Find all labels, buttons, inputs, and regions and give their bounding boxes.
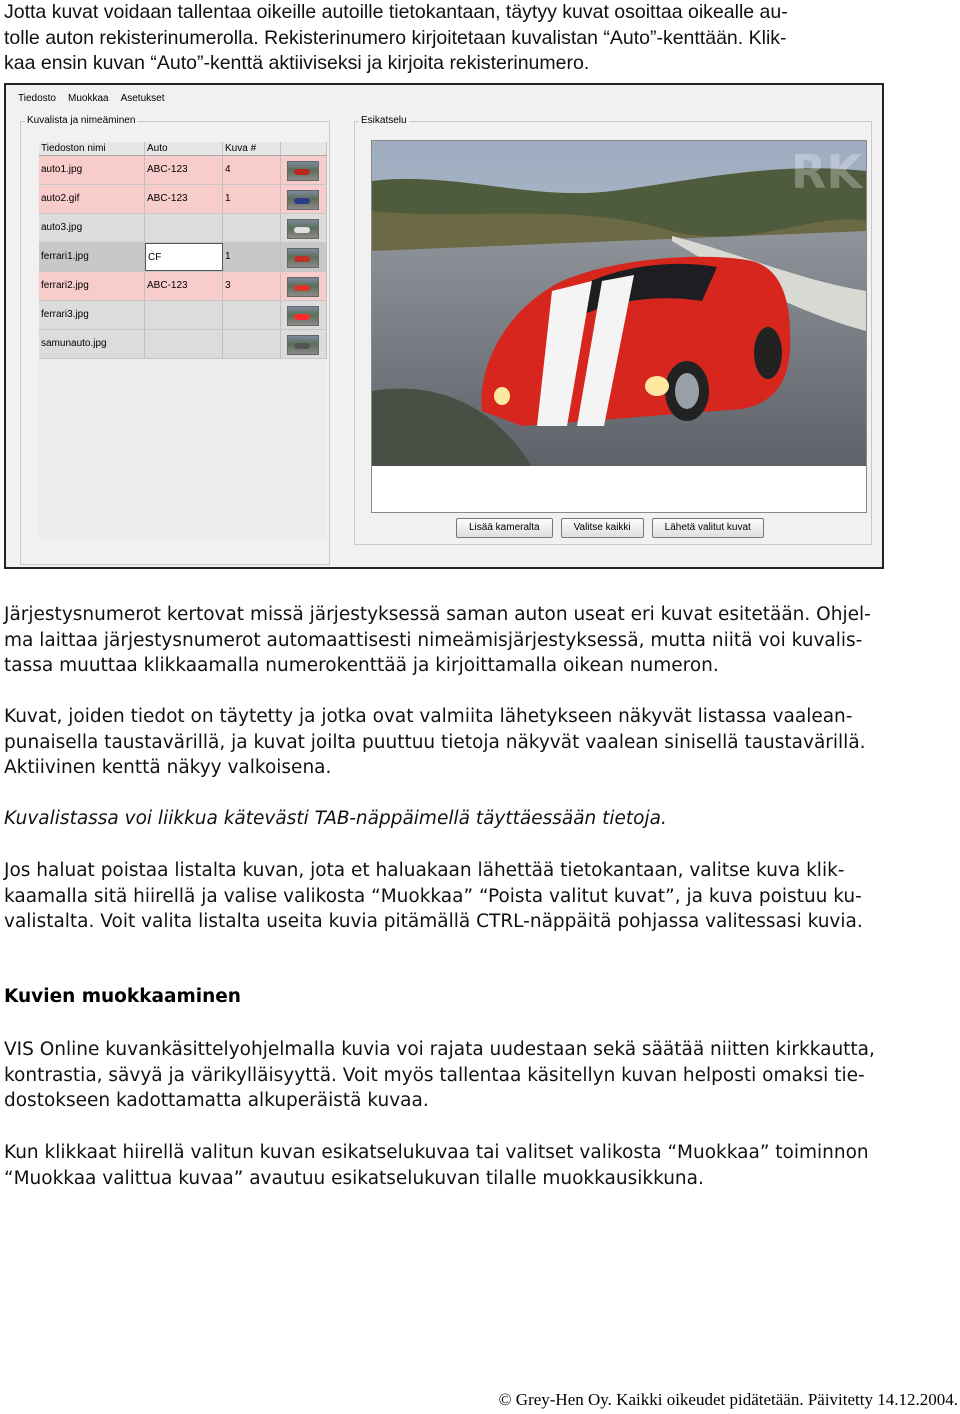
menu-asetukset[interactable]: Asetukset xyxy=(120,93,165,104)
cell-auto[interactable] xyxy=(145,301,223,329)
image-list-grid xyxy=(39,142,327,539)
preview-caption-area xyxy=(371,466,867,513)
table-row[interactable] xyxy=(39,243,327,272)
table-row[interactable] xyxy=(39,214,327,243)
table-row[interactable] xyxy=(39,301,327,330)
cell-auto[interactable]: ABC-123 xyxy=(145,156,223,184)
text-line: valistalta. Voit valita listalta useita kuvia pitämällä CTRL-näppäitä pohjassa valitessasi kuvia. xyxy=(4,911,863,933)
cell-filename[interactable]: ferrari3.jpg xyxy=(39,301,145,329)
cell-filename[interactable]: ferrari2.jpg xyxy=(39,272,145,300)
preview-image[interactable] xyxy=(371,140,867,468)
thumbnail-image[interactable] xyxy=(281,301,327,329)
watermark-logo: RK xyxy=(790,145,862,199)
text-line: Aktiivinen kenttä näkyy valkoisena. xyxy=(4,757,332,779)
text-line: kontrastia, sävyä ja värikylläisyyttä. Voit myös tallentaa käsitellyn kuvan helposti omaksi tie- xyxy=(4,1064,865,1086)
cell-auto-active-input[interactable]: CF xyxy=(145,243,223,271)
group-title: Kuvalista ja nimeäminen xyxy=(27,115,136,126)
app-screenshot xyxy=(4,83,884,569)
table-row[interactable] xyxy=(39,272,327,301)
cell-filename[interactable]: samunauto.jpg xyxy=(39,330,145,358)
menu-bar xyxy=(18,93,164,104)
text-line: Kuvat, joiden tiedot on täytetty ja jotka ovat valmiita lähetykseen näkyvät listassa vaalean- xyxy=(4,706,853,727)
paragraph-remove xyxy=(4,858,960,935)
text-line: Jos haluat poistaa listalta kuvan, jota et haluakaan lähettää tietokantaan, valitse kuva klik- xyxy=(4,860,845,881)
text-line: Kun klikkaat hiirellä valitun kuvan esikatselukuvaa tai valitset valikosta “Muokkaa” toiminnon xyxy=(4,1142,869,1163)
thumbnail-image[interactable] xyxy=(281,330,327,358)
text-line: punaisella taustavärillä, ja kuvat joilta puuttuu tietoja näkyvät vaalean sinisellä taustavärillä. xyxy=(4,731,866,753)
cell-number[interactable]: 3 xyxy=(223,272,281,300)
group-title: Esikatselu xyxy=(361,115,407,126)
paragraph-editing xyxy=(4,1037,960,1114)
cell-auto[interactable] xyxy=(145,330,223,358)
text-line: VIS Online kuvankäsittelyohjelmalla kuvia voi rajata uudestaan sekä säätää niitten kirkkautta, xyxy=(4,1039,875,1060)
text-line: “Muokkaa valittua kuvaa” avautuu esikatselukuvan tilalle muokkausikkuna. xyxy=(4,1167,704,1189)
text-line: tassa muuttaa klikkaamalla numerokenttää ja kirjoittamalla oikean numeron. xyxy=(4,655,719,677)
column-header-number[interactable]: Kuva # xyxy=(223,142,281,155)
text-line: Jotta kuvat voidaan tallentaa oikeille autoille tietokantaan, täytyy kuvat osoittaa oikealle au- xyxy=(4,1,788,23)
text-line: dostokseen kadottamatta alkuperäistä kuvaa. xyxy=(4,1090,429,1112)
column-header-thumb xyxy=(281,142,327,155)
thumbnail-image[interactable] xyxy=(281,185,327,213)
cell-number[interactable] xyxy=(223,214,281,242)
paragraph-tab-tip xyxy=(4,806,960,832)
intro-paragraph xyxy=(4,0,954,77)
list-empty-area xyxy=(39,359,327,539)
grid-header xyxy=(39,142,327,156)
cell-filename[interactable]: auto2.gif xyxy=(39,185,145,213)
text-line: Kuvalistassa voi liikkua kätevästi TAB-näppäimellä täyttäessään tietoja. xyxy=(4,808,667,829)
paragraph-ordering xyxy=(4,602,960,679)
cell-number[interactable] xyxy=(223,301,281,329)
cell-filename[interactable]: ferrari1.jpg xyxy=(39,243,145,271)
send-selected-button[interactable]: Lähetä valitut kuvat xyxy=(652,518,764,538)
text-line: Järjestysnumerot kertovat missä järjestyksessä saman auton useat eri kuvat esitetään. Ohjel- xyxy=(4,604,871,625)
text-line: kaamalla sitä hiirellä ja valise valikosta “Muokkaa” “Poista valitut kuvat”, ja kuva poistuu ku- xyxy=(4,885,862,907)
thumbnail-image[interactable] xyxy=(281,156,327,184)
thumbnail-image[interactable] xyxy=(281,214,327,242)
cell-number[interactable]: 1 xyxy=(223,185,281,213)
table-row[interactable] xyxy=(39,156,327,185)
table-row[interactable] xyxy=(39,330,327,359)
cell-filename[interactable]: auto3.jpg xyxy=(39,214,145,242)
image-list-group xyxy=(20,115,330,565)
menu-muokkaa[interactable]: Muokkaa xyxy=(67,93,109,104)
section-heading: Kuvien muokkaaminen xyxy=(4,986,241,1007)
cell-number[interactable] xyxy=(223,330,281,358)
menu-tiedosto[interactable]: Tiedosto xyxy=(18,93,56,104)
action-buttons xyxy=(456,518,764,538)
cell-number[interactable]: 4 xyxy=(223,156,281,184)
text-line: tolle auton rekisterinumerolla. Rekisterinumero kirjoitetaan kuvalistan “Auto”-kenttään. Klik- xyxy=(4,26,787,49)
text-line: ma laittaa järjestysnumerot automaattisesti nimeämisjärjestyksessä, mutta niitä voi kuvalis- xyxy=(4,629,863,651)
text-line: kaa ensin kuvan “Auto”-kenttä aktiiviseksi ja kirjoita rekisterinumero. xyxy=(4,52,590,74)
thumbnail-image[interactable] xyxy=(281,243,327,271)
table-row[interactable] xyxy=(39,185,327,214)
add-from-camera-button[interactable]: Lisää kameralta xyxy=(456,518,553,538)
cell-auto[interactable] xyxy=(145,214,223,242)
cell-filename[interactable]: auto1.jpg xyxy=(39,156,145,184)
cell-number[interactable]: 1 xyxy=(223,243,281,271)
thumbnail-image[interactable] xyxy=(281,272,327,300)
column-header-filename[interactable]: Tiedoston nimi xyxy=(39,142,145,155)
preview-group xyxy=(354,115,872,545)
footer-copyright: © Grey-Hen Oy. Kaikki oikeudet pidätetään. Päivitetty 14.12.2004. xyxy=(498,1390,958,1409)
cell-auto[interactable]: ABC-123 xyxy=(145,185,223,213)
cell-auto[interactable]: ABC-123 xyxy=(145,272,223,300)
paragraph-colors xyxy=(4,704,960,781)
column-header-auto[interactable]: Auto xyxy=(145,142,223,155)
select-all-button[interactable]: Valitse kaikki xyxy=(561,518,644,538)
paragraph-edit-window xyxy=(4,1140,960,1191)
